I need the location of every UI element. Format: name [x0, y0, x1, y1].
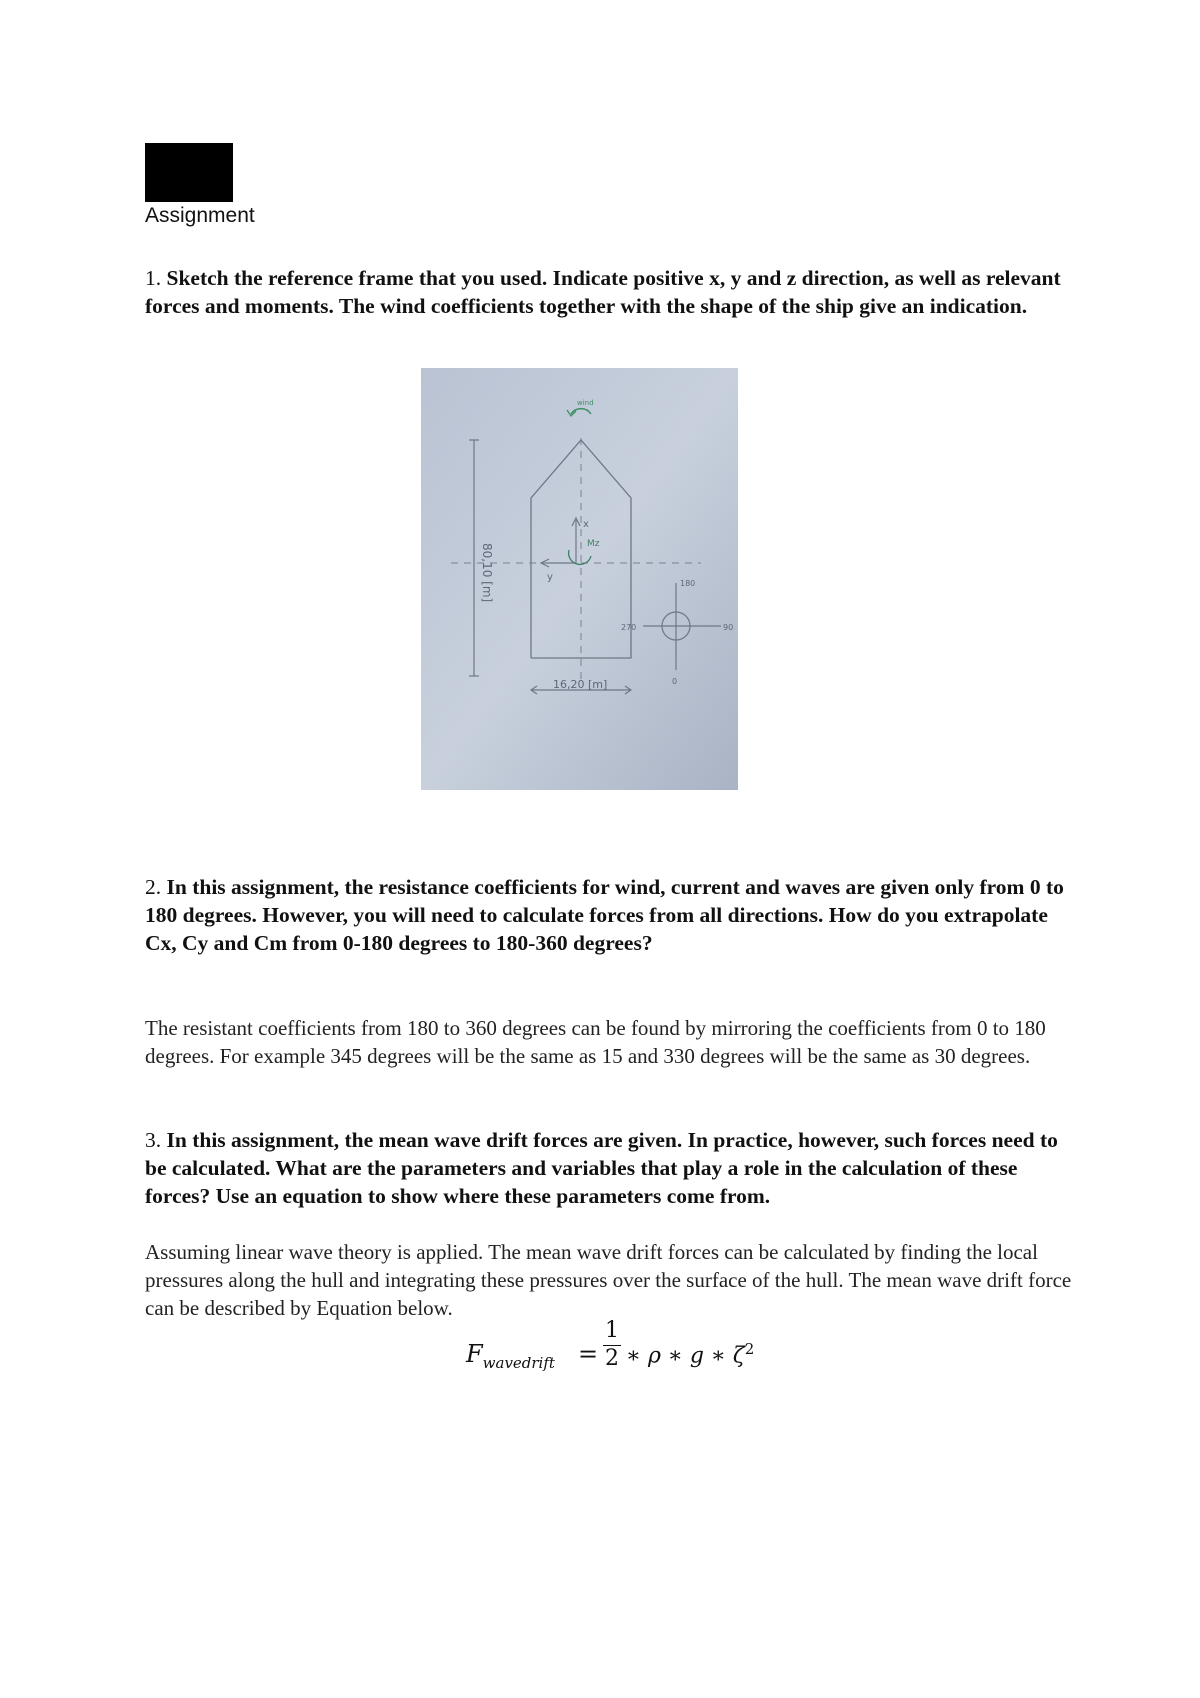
y-axis-label: y [547, 572, 553, 583]
compass-270: 270 [621, 623, 637, 632]
question-1 [145, 264, 1075, 320]
question-2-text: In this assignment, the resistance coefficients for wind, current and waves are given only from 0 to 180 degrees. However, you will need to calculate forces from all directions. How do you extrapolate Cx, Cy and Cm from 0-180 degrees to 180-360 degrees? [145, 875, 1064, 955]
equation-fraction [603, 1318, 621, 1372]
question-3-text: In this assignment, the mean wave drift forces are given. In practice, however, such forces need to be calculated. What are the parameters and variables that play a role in the calculation of these forces? Use an equation to show where these parameters come from. [145, 1128, 1058, 1208]
equation-rhs-terms: ∗ ρ ∗ g ∗ ζ [626, 1343, 745, 1369]
x-axis-label: x [583, 519, 589, 530]
assignment-heading: Assignment [145, 204, 255, 227]
compass-180: 180 [680, 579, 696, 588]
answer-2: The resistant coefficients from 180 to 360 degrees can be found by mirroring the coefficients from 0 to 180 degrees. For example 345 degrees will be the same as 15 and 330 degrees will be the same as 30 degrees. [145, 1016, 1046, 1068]
equation-subscript: wavedrift [482, 1353, 555, 1372]
question-2 [145, 873, 1075, 957]
equation-exponent: 2 [744, 1340, 755, 1358]
width-label: 16,20 [m] [553, 678, 608, 691]
wave-drift-equation [466, 1318, 766, 1378]
question-2-number: 2. [145, 875, 162, 899]
equation-lhs [466, 1340, 555, 1372]
reference-frame-sketch-photo [421, 368, 738, 790]
question-1-text: Sketch the reference frame that you used. Indicate positive x, y and z direction, as well as relevant forces and moments. The wind coefficients together with the shape of the ship give an indication. [145, 266, 1061, 318]
equation-equals: = [578, 1340, 599, 1368]
compass-90: 90 [723, 623, 734, 632]
fraction-denominator: 2 [605, 1346, 619, 1371]
fraction-numerator: 1 [605, 1318, 619, 1343]
answer-3: Assuming linear wave theory is applied. The mean wave drift forces can be calculated by finding the local pressures along the hull and integrating these pressures over the surface of the hull. The mean wave drift force can be described by Equation below. [145, 1240, 1072, 1320]
moment-label: Mz [587, 539, 600, 549]
wind-label: wind [577, 399, 594, 407]
question-3 [145, 1126, 1075, 1210]
length-label: 80,10 [m] [480, 543, 494, 603]
equation-rhs [626, 1340, 754, 1368]
redacted-name-block [145, 143, 233, 202]
compass-0: 0 [672, 677, 678, 686]
question-1-number: 1. [145, 266, 162, 290]
question-3-number: 3. [145, 1128, 162, 1152]
equation-symbol: F [466, 1340, 483, 1368]
